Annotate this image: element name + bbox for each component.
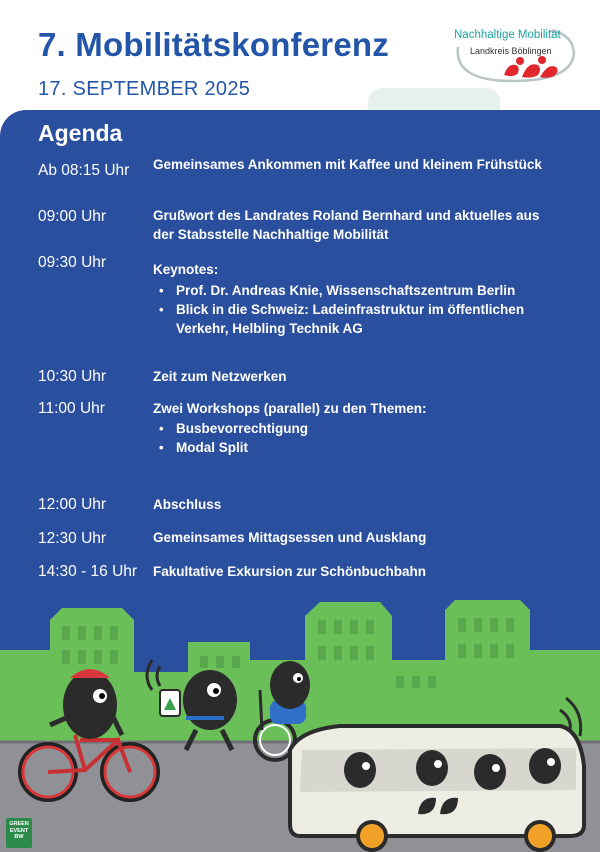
agenda-time: 14:30 - 16 Uhr: [38, 563, 138, 580]
logo-figures-icon: [502, 55, 560, 79]
agenda-time: 12:30 Uhr: [38, 530, 107, 547]
logo-line-1: Nachhaltige Mobilität: [454, 29, 561, 41]
agenda-text: Gemeinsames Mittagsessen und Ausklang: [153, 530, 427, 545]
agenda-text: Fakultative Exkursion zur Schönbuchbahn: [153, 564, 427, 579]
agenda-bullet: • Busbevorrechtigung: [163, 419, 563, 438]
agenda-time: 10:30 Uhr: [38, 368, 107, 385]
logo: [450, 25, 578, 85]
agenda-time: 12:00 Uhr: [38, 496, 107, 513]
agenda-text: Keynotes:: [153, 262, 219, 277]
agenda-time: 11:00 Uhr: [38, 400, 105, 417]
agenda-time: 09:00 Uhr: [38, 208, 107, 225]
bus: [290, 726, 584, 850]
agenda-text: Zwei Workshops (parallel) zu den Themen:: [153, 401, 427, 416]
agenda-text: Zeit zum Netzwerken: [153, 369, 287, 384]
agenda-text: Grußwort des Landrates Roland Bernhard und aktuelles aus der Stabsstelle Nachhaltige Mobilität: [153, 208, 540, 242]
agenda-bullet: • Prof. Dr. Andreas Knie, Wissenschaftszentrum Berlin: [163, 281, 563, 300]
city-illustration: [0, 590, 600, 852]
agenda-time: 09:30 Uhr: [38, 254, 107, 271]
logo-line-2: Landkreis Böblingen: [470, 46, 552, 56]
agenda-bullet: • Blick in die Schweiz: Ladeinfrastruktur im öffentlichen Verkehr, Helbling Technik AG: [163, 300, 563, 338]
agenda-text: Gemeinsames Ankommen mit Kaffee und kleinem Frühstück: [153, 157, 542, 172]
agenda-heading: Agenda: [38, 120, 123, 146]
page-title: 7. Mobilitätskonferenz: [38, 26, 389, 63]
agenda-text: Abschluss: [153, 497, 222, 512]
event-date: 17. SEPTEMBER 2025: [38, 78, 251, 100]
green-event-badge: GREEN EVENT BW: [6, 818, 32, 848]
agenda-time: Ab 08:15 Uhr: [38, 162, 130, 179]
agenda-bullet: • Modal Split: [163, 438, 563, 457]
